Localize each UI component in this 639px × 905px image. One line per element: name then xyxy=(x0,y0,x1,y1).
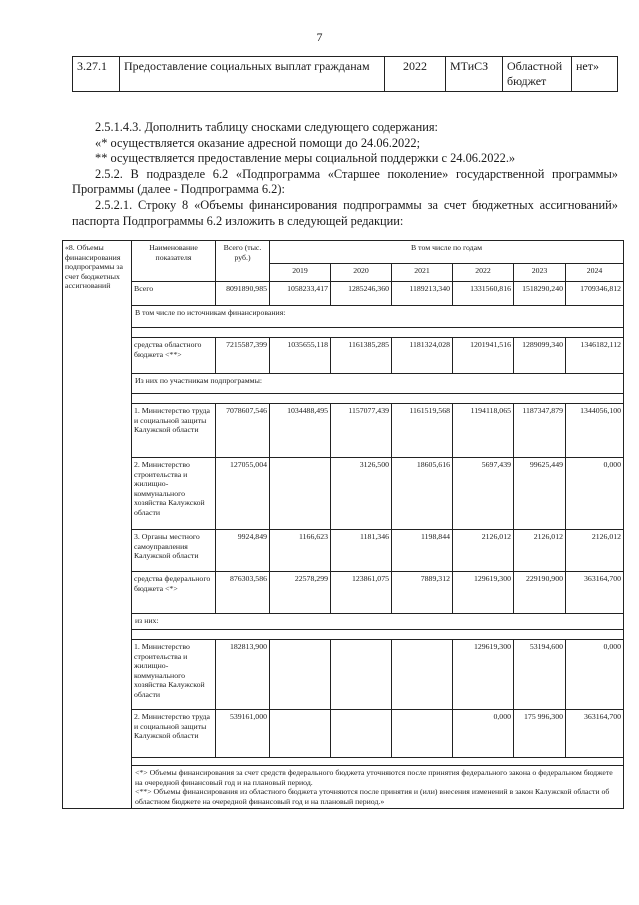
cell-total: 876303,586 xyxy=(216,572,270,614)
table-row xyxy=(73,57,618,92)
section-label: В том числе по источникам финансирования: xyxy=(132,306,624,328)
section-row xyxy=(63,306,624,328)
cell-value xyxy=(392,640,453,710)
cell-value: 1157077,439 xyxy=(331,404,392,458)
cell-value xyxy=(270,640,331,710)
measure-year: 2022 xyxy=(385,57,446,92)
indicator-name: 1. Министерство строительства и жилищно-коммунального хозяйства Калужской области xyxy=(132,640,216,710)
cell-value: 1331560,816 xyxy=(453,282,514,306)
cell-value: 1346182,112 xyxy=(566,338,624,374)
section-label: из них: xyxy=(132,614,624,630)
cell-value: 1709346,812 xyxy=(566,282,624,306)
cell-value: 3126,500 xyxy=(331,458,392,530)
cell-value: 1034488,495 xyxy=(270,404,331,458)
header-total: Всего (тыс. руб.) xyxy=(216,241,270,282)
cell-value: 1194118,065 xyxy=(453,404,514,458)
cell-value: 175 996,300 xyxy=(514,710,566,758)
cell-total: 7078607,546 xyxy=(216,404,270,458)
cell-value: 0,000 xyxy=(453,710,514,758)
amendment-text xyxy=(72,120,618,229)
indicator-name: 2. Министерство труда и социальной защиты Калужской области xyxy=(132,710,216,758)
cell-total: 9924,849 xyxy=(216,530,270,572)
paragraph: «* осуществляется оказание адресной помощи до 24.06.2022; xyxy=(95,135,421,150)
page-number: 7 xyxy=(316,30,323,44)
financing-table xyxy=(62,240,624,809)
cell-total: 8091890,985 xyxy=(216,282,270,306)
cell-total: 127055,004 xyxy=(216,458,270,530)
cell-value: 1187347,879 xyxy=(514,404,566,458)
paragraph: 2.5.2.1. Строку 8 «Объемы финансирования подпрограммы за счет бюджетных ассигнований» паспорта Подпрограммы 6.2 изложить в следующей редакции: xyxy=(72,197,618,228)
cell-value: 53194,600 xyxy=(514,640,566,710)
paragraph: 2.5.1.4.3. Дополнить таблицу сносками следующего содержания: xyxy=(95,120,438,134)
cell-value: 99625,449 xyxy=(514,458,566,530)
cell-value: 129619,300 xyxy=(453,572,514,614)
cell-value: 18605,616 xyxy=(392,458,453,530)
cell-value: 22578,299 xyxy=(270,572,331,614)
table-row xyxy=(63,282,624,306)
indicator-name: средства федерального бюджета <*> xyxy=(132,572,216,614)
table-row xyxy=(63,572,624,614)
cell-value: 5697,439 xyxy=(453,458,514,530)
cell-value xyxy=(392,710,453,758)
footnotes xyxy=(132,766,624,809)
cell-value: 1344056,100 xyxy=(566,404,624,458)
section-label: Из них по участникам подпрограммы: xyxy=(132,374,624,394)
cell-value: 2126,012 xyxy=(514,530,566,572)
cell-value xyxy=(331,710,392,758)
cell-value: 0,000 xyxy=(566,458,624,530)
header-name: Наименование показателя xyxy=(132,241,216,282)
measure-flag: нет» xyxy=(572,57,618,92)
header-year: 2019 xyxy=(270,264,331,282)
indicator-name: 3. Органы местного самоуправления Калужской области xyxy=(132,530,216,572)
indicator-name: 1. Министерство труда и социальной защиты Калужской области xyxy=(132,404,216,458)
footnote-row xyxy=(63,766,624,809)
cell-total: 539161,000 xyxy=(216,710,270,758)
section-row xyxy=(63,614,624,630)
row-title: «8. Объемы финансирования подпрограммы за счет бюджетных ассигнований xyxy=(63,241,132,809)
header-year: 2023 xyxy=(514,264,566,282)
header-year: 2022 xyxy=(453,264,514,282)
cell-value: 1285246,360 xyxy=(331,282,392,306)
measure-name: Предоставление социальных выплат гражданам xyxy=(120,57,385,92)
measure-source: Областной бюджет xyxy=(503,57,572,92)
header-year: 2021 xyxy=(392,264,453,282)
cell-value: 1166,623 xyxy=(270,530,331,572)
cell-value: 1161385,285 xyxy=(331,338,392,374)
paragraph: ** осуществляется предоставление меры социальной поддержки с 24.06.2022.» xyxy=(95,151,516,166)
header-year: 2020 xyxy=(331,264,392,282)
table-row xyxy=(63,710,624,758)
table-row xyxy=(63,404,624,458)
table-row xyxy=(63,338,624,374)
cell-value: 1035655,118 xyxy=(270,338,331,374)
indicator-name: 2. Министерство строительства и жилищно-коммунального хозяйства Калужской области xyxy=(132,458,216,530)
table-row xyxy=(63,640,624,710)
cell-value: 1058233,417 xyxy=(270,282,331,306)
cell-value: 1201941,516 xyxy=(453,338,514,374)
cell-value: 1289099,340 xyxy=(514,338,566,374)
cell-value: 2126,012 xyxy=(566,530,624,572)
cell-value: 129619,300 xyxy=(453,640,514,710)
cell-value xyxy=(331,640,392,710)
cell-value: 363164,700 xyxy=(566,710,624,758)
table-row xyxy=(63,530,624,572)
cell-value: 2126,012 xyxy=(453,530,514,572)
header-years-group: В том числе по годам xyxy=(270,241,624,264)
paragraph: 2.5.2. В подразделе 6.2 «Подпрограмма «Старшее поколение» государственной программы» Программы (далее - Подпрограмма 6.2): xyxy=(72,166,618,197)
cell-value: 0,000 xyxy=(566,640,624,710)
cell-value: 229190,900 xyxy=(514,572,566,614)
cell-value xyxy=(270,458,331,530)
footnote: <*> Объемы финансирования за счет средств федерального бюджета уточняются после принятия федерального закона о федеральном бюджете на очередной финансовый год и на плановый период. xyxy=(135,768,613,787)
footnote: <**> Объемы финансирования из областного бюджета уточняются после принятия и (или) внесения изменений в закон Калужской области об областном бюджете на очередной финансовый год и на плановый период.» xyxy=(135,787,610,806)
row-number: 3.27.1 xyxy=(73,57,120,92)
previous-table-row xyxy=(72,56,618,92)
table-row xyxy=(63,458,624,530)
cell-value: 7889,312 xyxy=(392,572,453,614)
cell-value: 1181324,028 xyxy=(392,338,453,374)
cell-value: 1161519,568 xyxy=(392,404,453,458)
cell-total: 7215587,399 xyxy=(216,338,270,374)
indicator-name: Всего xyxy=(132,282,216,306)
measure-executor: МТиСЗ xyxy=(446,57,503,92)
table-header-row xyxy=(63,241,624,264)
cell-value: 1181,346 xyxy=(331,530,392,572)
cell-value: 363164,700 xyxy=(566,572,624,614)
section-row xyxy=(63,374,624,394)
cell-value: 1518290,240 xyxy=(514,282,566,306)
cell-total: 182813,900 xyxy=(216,640,270,710)
cell-value xyxy=(270,710,331,758)
header-year: 2024 xyxy=(566,264,624,282)
indicator-name: средства областного бюджета <**> xyxy=(132,338,216,374)
cell-value: 1198,844 xyxy=(392,530,453,572)
cell-value: 1189213,340 xyxy=(392,282,453,306)
cell-value: 123861,075 xyxy=(331,572,392,614)
